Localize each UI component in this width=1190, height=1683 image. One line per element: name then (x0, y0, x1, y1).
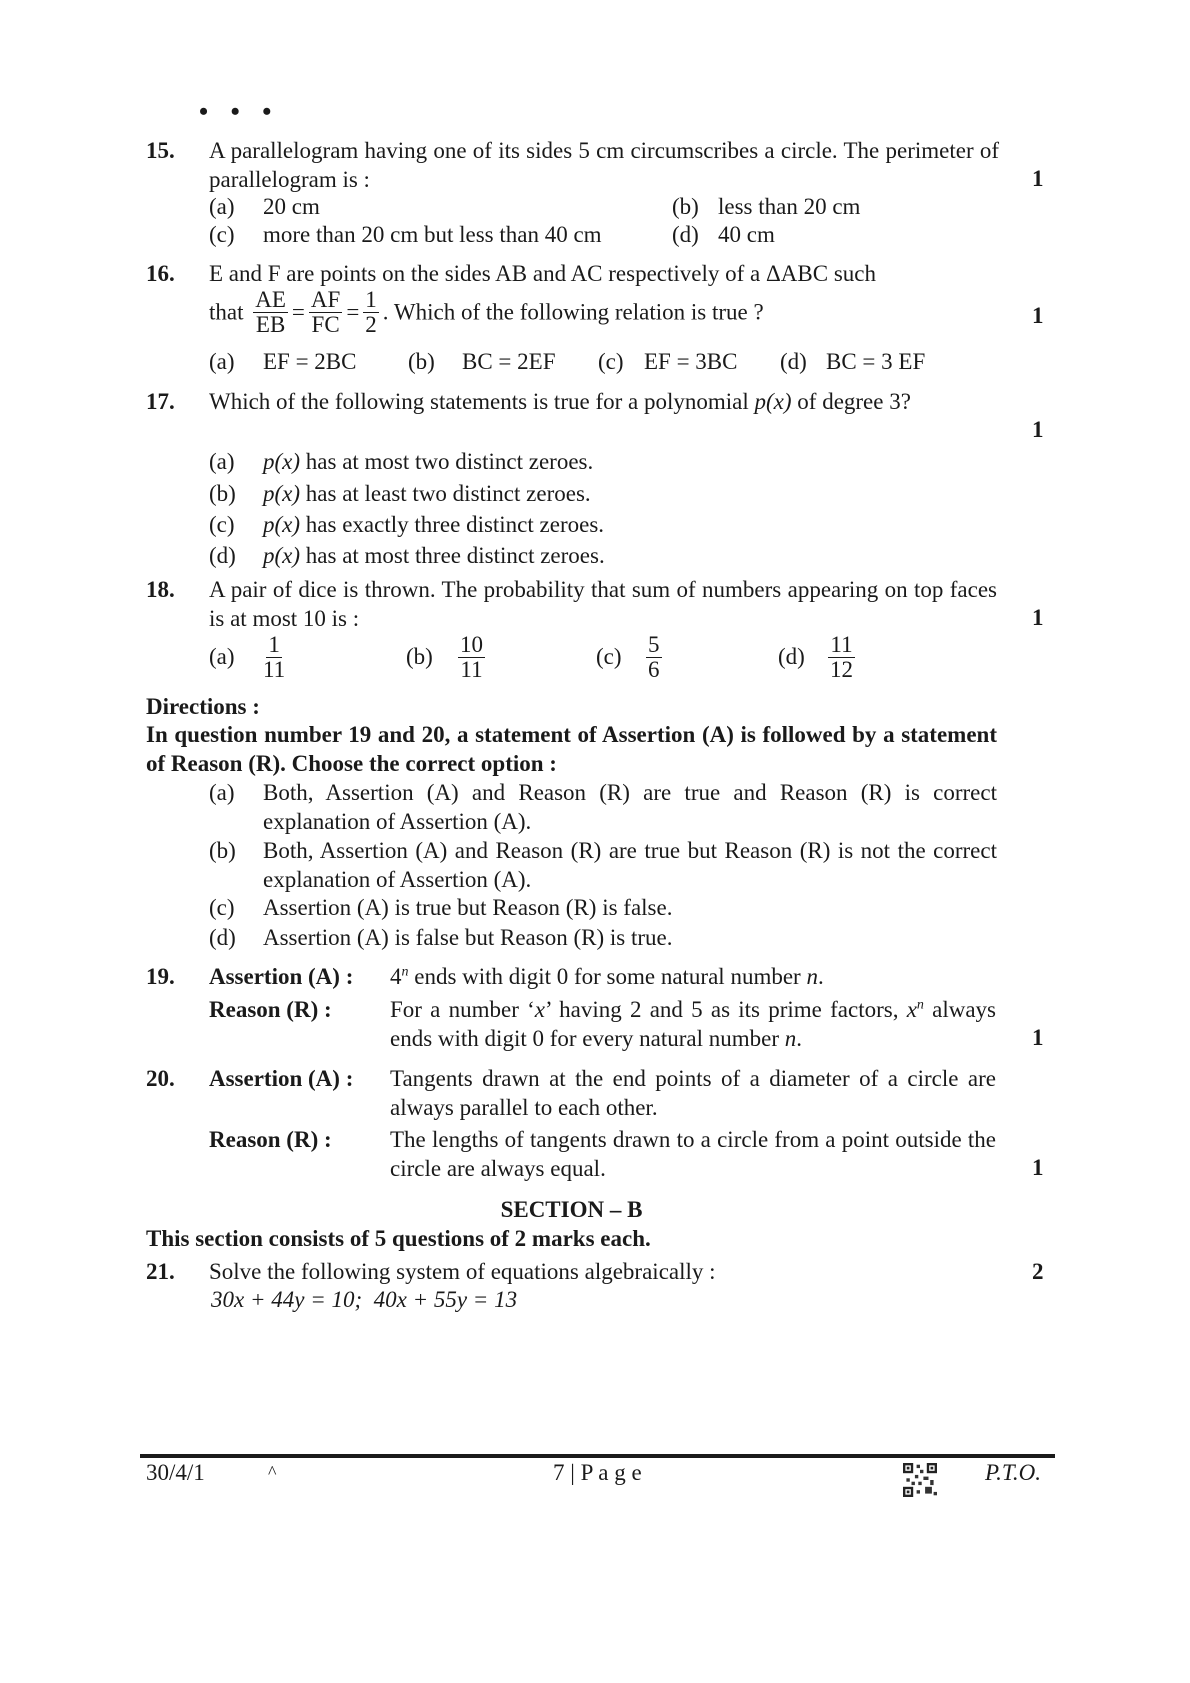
question-number: 19. (146, 964, 175, 989)
option-a: (a) $\frac{1}{11}$ (209, 632, 286, 683)
option-b: (b) BC = 2EF (408, 349, 556, 374)
option-c: (c) $\frac{5}{6}$ (596, 632, 660, 683)
option-b: (b) less than 20 cm (672, 194, 861, 219)
marks: 1 (1032, 166, 1044, 191)
assertion-text: 4$^n$ ends with digit 0 for some natural number n. (390, 964, 824, 989)
question-text: A parallelogram having one of its sides 5 cm circumscribes a circle. The perimeter of parallelogram is : (209, 138, 999, 192)
directions-heading: Directions : (146, 694, 260, 719)
question-number: 21. (146, 1259, 175, 1284)
question-number: 18. (146, 577, 175, 602)
marks: 1 (1032, 1025, 1044, 1050)
question-number: 17. (146, 389, 175, 414)
directions-option-d: (d) Assertion (A) is false but Reason (R) is true. (209, 925, 673, 950)
option-d: (d) 40 cm (672, 222, 775, 247)
reason-label: Reason (R) : (209, 997, 332, 1022)
marks: 1 (1032, 605, 1044, 630)
option-a: (a) 20 cm (209, 194, 320, 219)
continuation-marker: • • • (199, 97, 280, 126)
marks: 2 (1032, 1259, 1044, 1284)
option-b: (b) p(x) has at least two distinct zeroes. (209, 481, 591, 506)
section-b-title: SECTION – B (500, 1197, 643, 1222)
question-text: Which of the following statements is true for a polynomial p(x) of degree 3? (209, 389, 911, 414)
reason-text: For a number ‘x’ having 2 and 5 as its prime factors, $x^n$ always ends with digit 0 for every natural number n. (390, 997, 997, 1051)
reason-text: The lengths of tangents drawn to a circle from a point outside the circle are always equal. (390, 1127, 996, 1181)
question-text: E and F are points on the sides AB and AC respectively of a ΔABC such (209, 261, 876, 286)
marks: 1 (1032, 303, 1044, 328)
reason-label: Reason (R) : (209, 1127, 332, 1152)
paper-code: 30/4/1 (146, 1460, 205, 1485)
directions-option-c: (c) Assertion (A) is true but Reason (R) is false. (209, 895, 673, 920)
equation: 30x + 44y = 10; 40x + 55y = 13 (211, 1287, 518, 1312)
please-turn-over: P.T.O. (985, 1460, 1042, 1485)
option-d: (d) p(x) has at most three distinct zeroes. (209, 543, 605, 568)
option-d: (d) $\frac{11}{12}$ (778, 632, 853, 683)
assertion-label: Assertion (A) : (209, 1066, 354, 1091)
footer-rule (140, 1454, 1055, 1458)
page-number: 7 | P a g e (553, 1460, 642, 1485)
caret-mark: ^ (268, 1462, 277, 1482)
question-number: 20. (146, 1066, 175, 1091)
option-c: (c) EF = 3BC (598, 349, 738, 374)
qr-code-icon (903, 1462, 937, 1498)
option-c: (c) p(x) has exactly three distinct zeroes. (209, 512, 605, 537)
option-b: (b) $\frac{10}{11}$ (406, 632, 483, 683)
assertion-text: Tangents drawn at the end points of a diameter of a circle are always parallel to each other. (390, 1066, 996, 1120)
question-text: Solve the following system of equations algebraically : (209, 1259, 716, 1284)
option-a: (a) p(x) has at most two distinct zeroes. (209, 449, 594, 474)
marks: 1 (1032, 1155, 1044, 1180)
marks: 1 (1032, 417, 1044, 442)
directions-option-a: (a) Both, Assertion (A) and Reason (R) are true and Reason (R) is correct explanation of Assertion (A). (209, 780, 997, 834)
question-text: A pair of dice is thrown. The probability that sum of numbers appearing on top faces is at most 10 is : (209, 577, 997, 631)
section-b-subtitle: This section consists of 5 questions of 2 marks each. (146, 1226, 651, 1251)
assertion-label: Assertion (A) : (209, 964, 354, 989)
question-number: 16. (146, 261, 175, 286)
option-c: (c) more than 20 cm but less than 40 cm (209, 222, 602, 247)
ratio-expression: that $\frac{AE}{EB}$ = $\frac{AF}{FC}$ = $\frac{1}{2}$ . Which of the following relation is true ? (209, 287, 764, 338)
option-a: (a) EF = 2BC (209, 349, 357, 374)
option-d: (d) BC = 3 EF (780, 349, 926, 374)
directions-text: In question number 19 and 20, a statement of Assertion (A) is followed by a statement of Reason (R). Choose the correct option : (146, 722, 997, 776)
directions-option-b: (b) Both, Assertion (A) and Reason (R) are true but Reason (R) is not the correct explanation of Assertion (A). (209, 838, 997, 892)
question-number: 15. (146, 138, 175, 163)
